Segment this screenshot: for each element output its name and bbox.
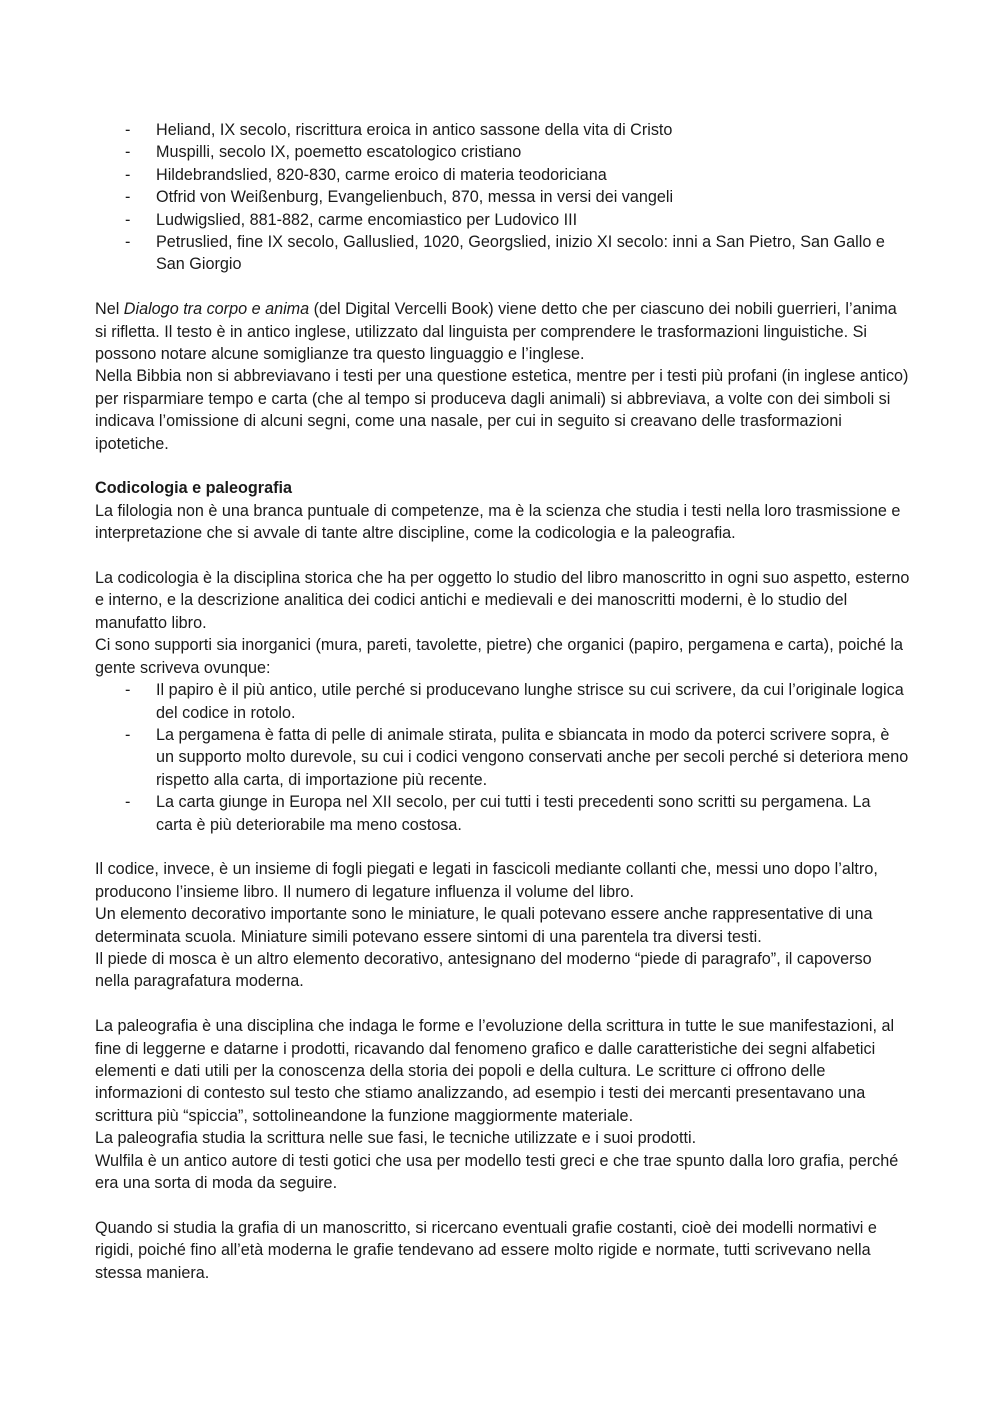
codice-paragraph: Il codice, invece, è un insieme di fogli piegati e legati in fascicoli mediante collanti che, messi uno dopo l’altro, producono l’insieme libro. Il numero di legature influenza il volume del libro. (95, 860, 878, 901)
list-item: - Otfrid von Weißenburg, Evangelienbuch, 870, messa in versi dei vangeli (156, 186, 910, 208)
list-item: - La pergamena è fatta di pelle di animale stirata, pulita e sbiancata in modo da poterci scrivere sopra, è un supporto molto durevole, su cui i codici vengono conservati anche per secoli perché si deteriora meno rispetto alla carta, di importazione più recente. (156, 724, 910, 791)
list-item: - Muspilli, secolo IX, poemetto escatologico cristiano (156, 141, 910, 163)
spacer (95, 276, 910, 298)
list-item: - Ludwigslied, 881-882, carme encomiastico per Ludovico III (156, 209, 910, 231)
spacer (95, 993, 910, 1015)
list-item: - La carta giunge in Europa nel XII secolo, per cui tutti i testi precedenti sono scritti su pergamena. La carta è più deteriorabile ma meno costosa. (156, 791, 910, 836)
list-item: - Petruslied, fine IX secolo, Galluslied, 1020, Georgslied, inizio XI secolo: inni a San Pietro, San Gallo e San Giorgio (156, 231, 910, 276)
wulfila-paragraph: Wulfila è un antico autore di testi gotici che usa per modello testi greci e che trae spunto dalla loro grafia, perché era una sorta di moda da seguire. (95, 1151, 899, 1193)
spacer (95, 545, 910, 567)
dialogo-post: (del Digital Vercelli Book) viene detto che per ciascuno dei nobili guerrieri, l’anima si rifletta. Il testo è in antico inglese, utilizzato dal linguista per comprendere le trasformazioni linguistiche. Si possono notare alcune somiglianze tra questo linguaggio e l’inglese. (95, 300, 897, 364)
list-item: - Il papiro è il più antico, utile perché si producevano lunghe strisce su cui scrivere, da cui l’originale logica del codice in rotolo. (156, 679, 910, 724)
paleografia-fasi-paragraph: La paleografia studia la scrittura nelle sue fasi, le tecniche utilizzate e i suoi prodotti. (95, 1129, 697, 1148)
section-heading: Codicologia e paleografia (95, 479, 292, 498)
dialogo-title: Dialogo tra corpo e anima (123, 300, 310, 319)
supporti-list (95, 679, 910, 836)
spacer (95, 836, 910, 858)
spacer (95, 455, 910, 477)
poems-list (95, 119, 910, 276)
list-item: - Heliand, IX secolo, riscrittura eroica in antico sassone della vita di Cristo (156, 119, 910, 141)
dialogo-paragraph (95, 298, 910, 365)
list-item: - Hildebrandslied, 820-830, carme eroico di materia teodoriciana (156, 164, 910, 186)
bibbia-paragraph: Nella Bibbia non si abbreviavano i testi per una questione estetica, mentre per i testi più profani (in inglese antico) per risparmiare tempo e carta (che al tempo si produceva dagli animali) si abbreviava, a volte con dei simboli si indicava l’omissione di alcuni segni, come una nasale, per cui in seguito si creavano delle trasformazioni ipotetiche. (95, 367, 909, 453)
dialogo-pre: Nel (95, 300, 124, 319)
supporti-paragraph: Ci sono supporti sia inorganici (mura, pareti, tavolette, pietre) che organici (papiro, pergamena e carta), poiché la gente scriveva ovunque: (95, 636, 903, 677)
paleografia-paragraph: La paleografia è una disciplina che indaga le forme e l’evoluzione della scrittura in tutte le sue manifestazioni, al fine di leggerne e datarne i prodotti, ricavando dal fenomeno grafico e dalle caratteristiche dei segni alfabetici elementi e dati utili per la conoscenza della storia dei popoli e della cultura. Le scritture ci offrono delle informazioni di contesto sul testo che stiamo analizzando, ad esempio i testi dei mercanti presentavano una scrittura più “spiccia”, sottolineandone la funzione maggiormente materiale. (95, 1017, 895, 1125)
miniature-paragraph: Un elemento decorativo importante sono le miniature, le quali potevano essere anche rappresentative di una determinata scuola. Miniature simili potevano essere sintomi di una parentela tra diversi testi. (95, 905, 873, 946)
filologia-paragraph: La filologia non è una branca puntuale di competenze, ma è la scienza che studia i testi nella loro trasmissione e interpretazione che si avvale di tante altre discipline, come la codicologia e la paleografia. (95, 501, 901, 543)
codicologia-paragraph: La codicologia è la disciplina storica che ha per oggetto lo studio del libro manoscritto in ogni suo aspetto, esterno e interno, e la descrizione analitica dei codici antichi e medievali e dei manoscritti moderni, è lo studio del manufatto libro. (95, 569, 910, 632)
grafia-paragraph: Quando si studia la grafia di un manoscritto, si ricercano eventuali grafie costanti, cioè dei modelli normativi e rigidi, poiché fino all’età moderna le grafie tendevano ad essere molto rigide e normate, tutti scrivevano nella stessa maniera. (95, 1218, 877, 1282)
spacer (95, 1194, 910, 1216)
piede-di-mosca-paragraph: Il piede di mosca è un altro elemento decorativo, antesignano del moderno “piede di paragrafo”, il capoverso nella paragrafatura moderna. (95, 949, 872, 991)
